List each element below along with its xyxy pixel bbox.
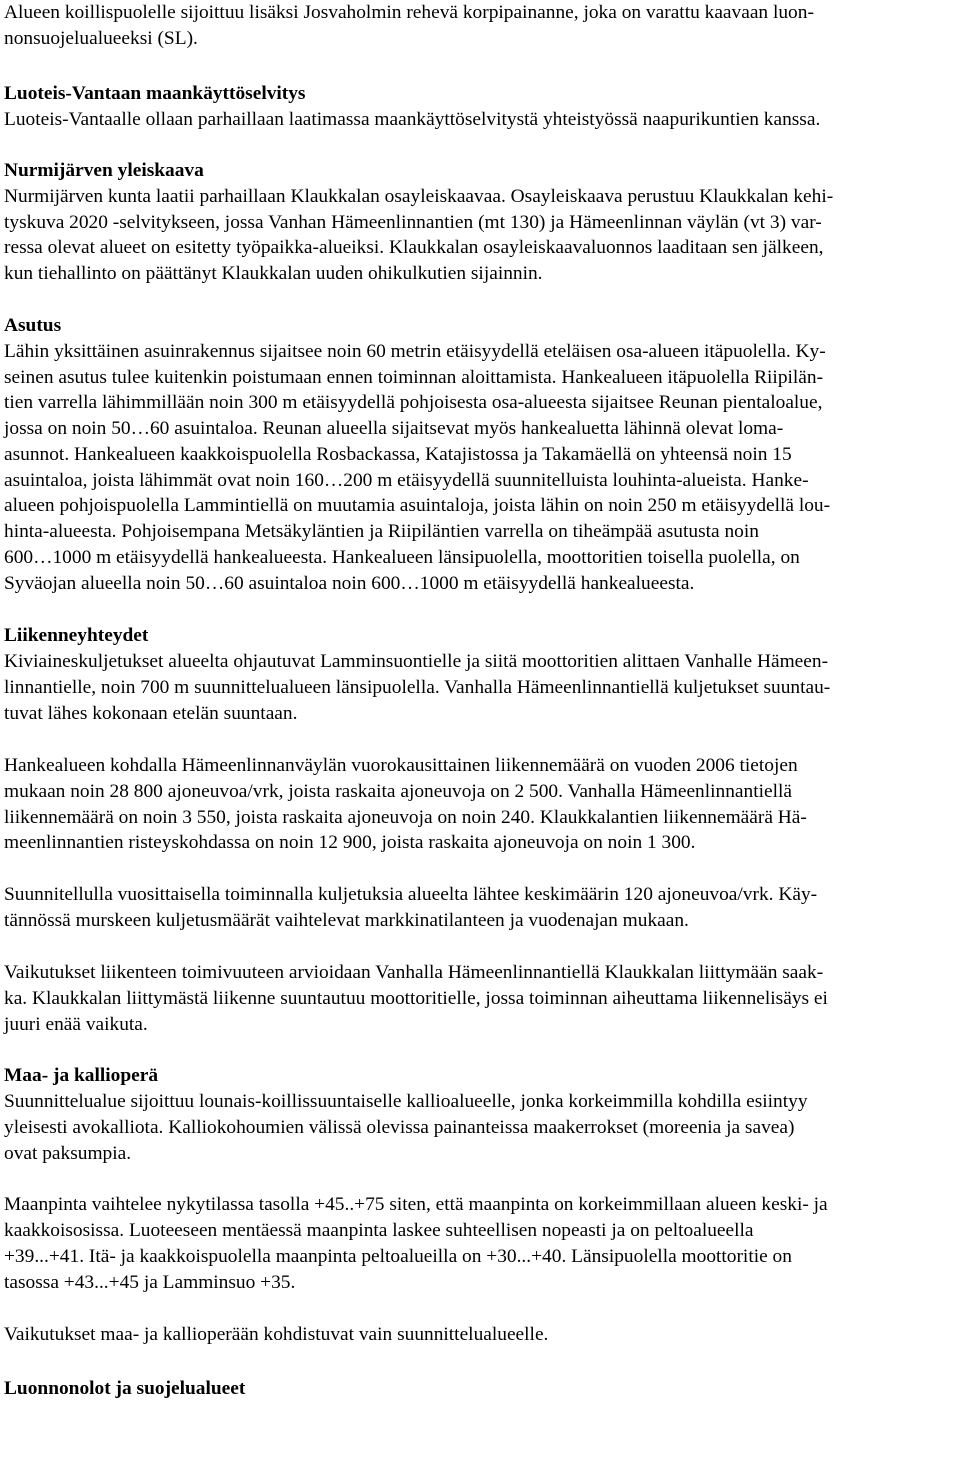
text-line: 600…1000 m etäisyydellä hankealueesta. Hankealueen länsipuolella, moottoritien toisella puolella, on [4,547,800,568]
text-line: Hankealueen kohdalla Hämeenlinnanväylän vuorokausittainen liikennemäärä on vuoden 2006 tietojen [4,755,798,776]
text-line: juuri enää vaikuta. [4,1014,148,1035]
text-line: ka. Klaukkalan liittymästä liikenne suuntautuu moottoritielle, jossa toiminnan aiheuttama liikennelisäys ei [4,988,828,1009]
text-line: ovat paksumpia. [4,1143,132,1164]
text-line: liikennemäärä on noin 3 550, joista raskaita ajoneuvoja on noin 240. Klaukkalantien liikennemäärä Hä- [4,807,807,828]
text-line: tuvat lähes kokonaan etelän suuntaan. [4,703,298,724]
text-line: kaakkoisosissa. Luoteeseen mentäessä maanpinta laskee suhteellisen nopeasti ja on peltoalueella [4,1220,754,1241]
text-line: hinta-alueesta. Pohjoisempana Metsäkyläntien ja Riipiläntien varrella on tiheämpää asutusta noin [4,521,759,542]
text-line: asunnot. Hankealueen kaakkoispuolella Rosbackassa, Katajistossa ja Takamäellä on yhteensä noin 15 [4,444,792,465]
text-line: Kiviaineskuljetukset alueelta ohjautuvat Lamminsuontielle ja siitä moottoritien alittaen Vanhalle Hämeen- [4,651,829,672]
section-heading-asutus: Asutus [4,315,62,336]
text-line: Luoteis-Vantaalle ollaan parhaillaan laatimassa maankäyttöselvitystä yhteistyössä naapurikuntien kanssa. [4,109,821,130]
section-heading-luonnonolot: Luonnonolot ja suojelualueet [4,1378,246,1399]
text-line: seinen asutus tulee kuitenkin poistumaan ennen toiminnan aloittamista. Hankealueen itäpuolella Riipilän- [4,367,824,388]
section-heading-liikenneyhteydet: Liikenneyhteydet [4,625,149,646]
text-line: ressa olevat alueet on esitetty työpaikka-alueiksi. Klaukkalan osayleiskaavaluonnos laaditaan sen jälkeen, [4,237,824,258]
text-line: +39...+41. Itä- ja kaakkoispuolella maanpinta peltoalueilla on +30...+40. Länsipuolella moottoritie on [4,1246,792,1267]
text-line: Vaikutukset maa- ja kallioperään kohdistuvat vain suunnittelualueelle. [4,1324,549,1345]
text-line: asuintaloa, joista lähimmät ovat noin 160…200 m etäisyydellä suunnitelluista louhinta-alueista. Hanke- [4,470,809,491]
text-line: alueen pohjoispuolella Lammintiellä on muutamia asuintaloja, joista lähin on noin 250 m etäisyydellä lou- [4,495,831,516]
text-line: linnantielle, noin 700 m suunnittelualueen länsipuolella. Vanhalla Hämeenlinnantiellä kuljetukset suuntau- [4,677,831,698]
text-line: Vaikutukset liikenteen toimivuuteen arvioidaan Vanhalla Hämeenlinnantiellä Klaukkalan liittymään saak- [4,962,824,983]
section-heading-maa-ja-kalliopera: Maa- ja kallioperä [4,1065,159,1086]
text-line: tien varrella lähimmillään noin 300 m etäisyydellä pohjoisesta osa-alueesta sijaitsee Reunan pientaloalue, [4,392,823,413]
text-line: Maanpinta vaihtelee nykytilassa tasolla +45..+75 siten, että maanpinta on korkeimmillaan alueen keski- ja [4,1194,828,1215]
section-heading-luoteis-vantaa: Luoteis-Vantaan maankäyttöselvitys [4,83,306,104]
text-line: tyskuva 2020 -selvitykseen, jossa Vanhan Hämeenlinnantien (mt 130) ja Hämeenlinnan väylän (vt 3) var- [4,212,822,233]
text-line: Lähin yksittäinen asuinrakennus sijaitsee noin 60 metrin etäisyydellä eteläisen osa-alueen itäpuolella. Ky- [4,341,826,362]
text-line: tännössä murskeen kuljetusmäärät vaihtelevat markkinatilanteen ja vuodenajan mukaan. [4,910,689,931]
text-line: tasossa +43...+45 ja Lamminsuo +35. [4,1272,296,1293]
section-heading-nurmijarvi: Nurmijärven yleiskaava [4,160,204,181]
text-line: nonsuojelualueeksi (SL). [4,28,198,49]
text-line: mukaan noin 28 800 ajoneuvoa/vrk, joista raskaita ajoneuvoja on 2 500. Vanhalla Hämeenlinnantiellä [4,781,792,802]
text-line: meenlinnantien risteyskohdassa on noin 12 900, joista raskaita ajoneuvoja on noin 1 300. [4,832,696,853]
text-line: Suunnitellulla vuosittaisella toiminnalla kuljetuksia alueelta lähtee keskimäärin 120 ajoneuvoa/vrk. Käy- [4,884,818,905]
text-line: kun tiehallinto on päättänyt Klaukkalan uuden ohikulkutien sijainnin. [4,263,543,284]
text-line: jossa on noin 50…60 asuintaloa. Reunan alueella sijaitsevat myös hankealuetta lähinnä olevat loma- [4,418,784,439]
text-line: yleisesti avokalliota. Kalliokohoumien välissä olevissa painanteissa maakerrokset (moreenia ja savea) [4,1117,795,1138]
text-line: Suunnittelualue sijoittuu lounais-koillissuuntaiselle kallioalueelle, jonka korkeimmilla kohdilla esiintyy [4,1091,808,1112]
text-line: Alueen koillispuolelle sijoittuu lisäksi Josvaholmin rehevä korpipainanne, joka on varattu kaavaan luon- [4,2,814,23]
text-line: Syväojan alueella noin 50…60 asuintaloa noin 600…1000 m etäisyydellä hankealueesta. [4,573,695,594]
text-line: Nurmijärven kunta laatii parhaillaan Klaukkalan osayleiskaavaa. Osayleiskaava perustuu Klaukkalan kehi- [4,186,834,207]
